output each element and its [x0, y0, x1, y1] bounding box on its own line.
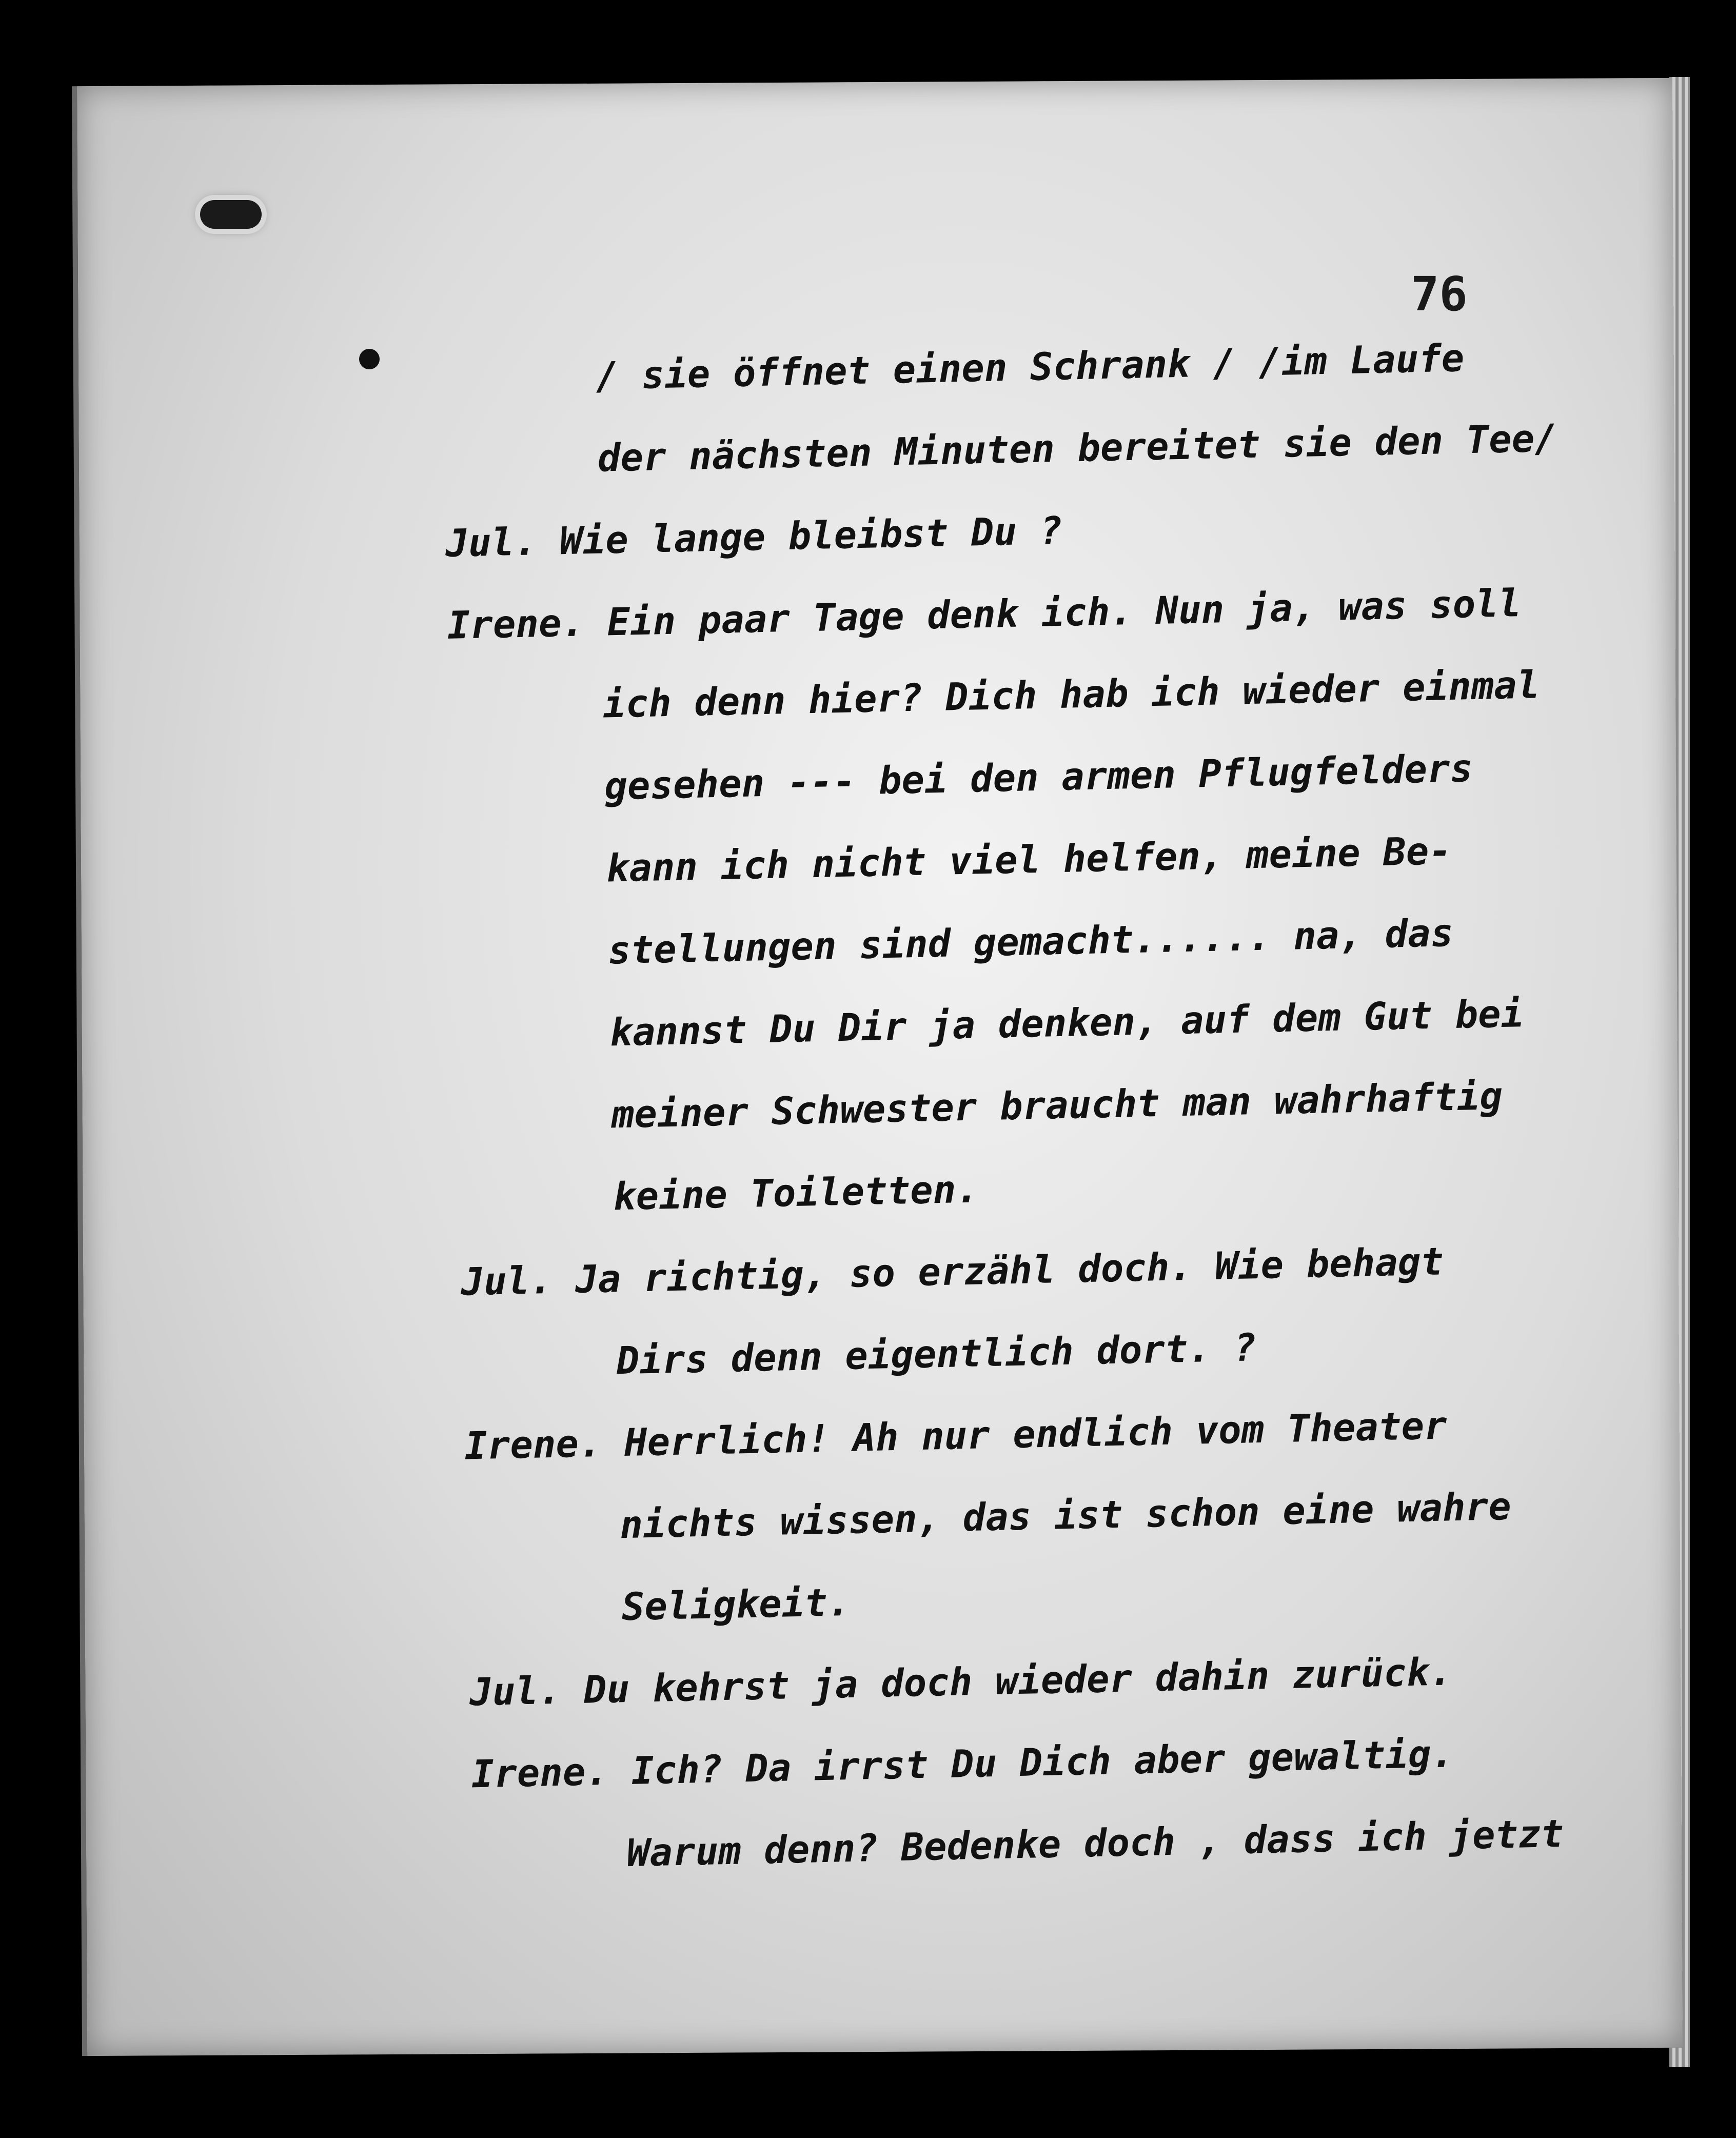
text-line: Dirs denn eigentlich dort. ? [616, 1325, 1257, 1383]
text-line: der nächsten Minuten bereitet sie den Tee/ [597, 416, 1558, 481]
text-line: ich denn hier? Dich hab ich wieder einmal [602, 663, 1541, 727]
page-number: 76 [1411, 267, 1468, 322]
text-line: nichts wissen, das ist schon eine wahre [619, 1484, 1512, 1548]
punch-hole [200, 200, 262, 229]
text-line: Jul. Du kehrst ja doch wieder dahin zurück. [469, 1650, 1453, 1715]
text-line: Warum denn? Bedenke doch , dass ich jetzt [626, 1811, 1565, 1876]
text-line: Irene. Ein paar Tage denk ich. Nun ja, was soll [446, 581, 1522, 648]
text-line: kannst Du Dir ja denken, auf dem Gut bei [609, 992, 1525, 1055]
text-line: meiner Schwester braucht man wahrhaftig [610, 1074, 1503, 1137]
text-line: Seligkeit. [621, 1580, 851, 1630]
ink-dot [359, 349, 380, 369]
text-line: Irene. Herrlich! Ah nur endlich vom Theater [464, 1403, 1448, 1469]
text-line: Irene. Ich? Da irrst Du Dich aber gewaltig. [470, 1732, 1454, 1797]
text-line: keine Toiletten. [613, 1167, 979, 1219]
text-line: gesehen --- bei den armen Pflugfelders [604, 746, 1473, 809]
text-line: Jul. Ja richtig, so erzähl doch. Wie behagt [460, 1239, 1444, 1304]
text-line: stellungen sind gemacht...... na, das [607, 910, 1454, 973]
text-line: Jul. Wie lange bleibst Du ? [445, 508, 1063, 566]
typescript-body [441, 314, 1653, 1898]
text-line: kann ich nicht viel helfen, meine Be- [605, 828, 1452, 891]
text-line: / sie öffnet einen Schrank / /im Laufe [595, 336, 1465, 399]
